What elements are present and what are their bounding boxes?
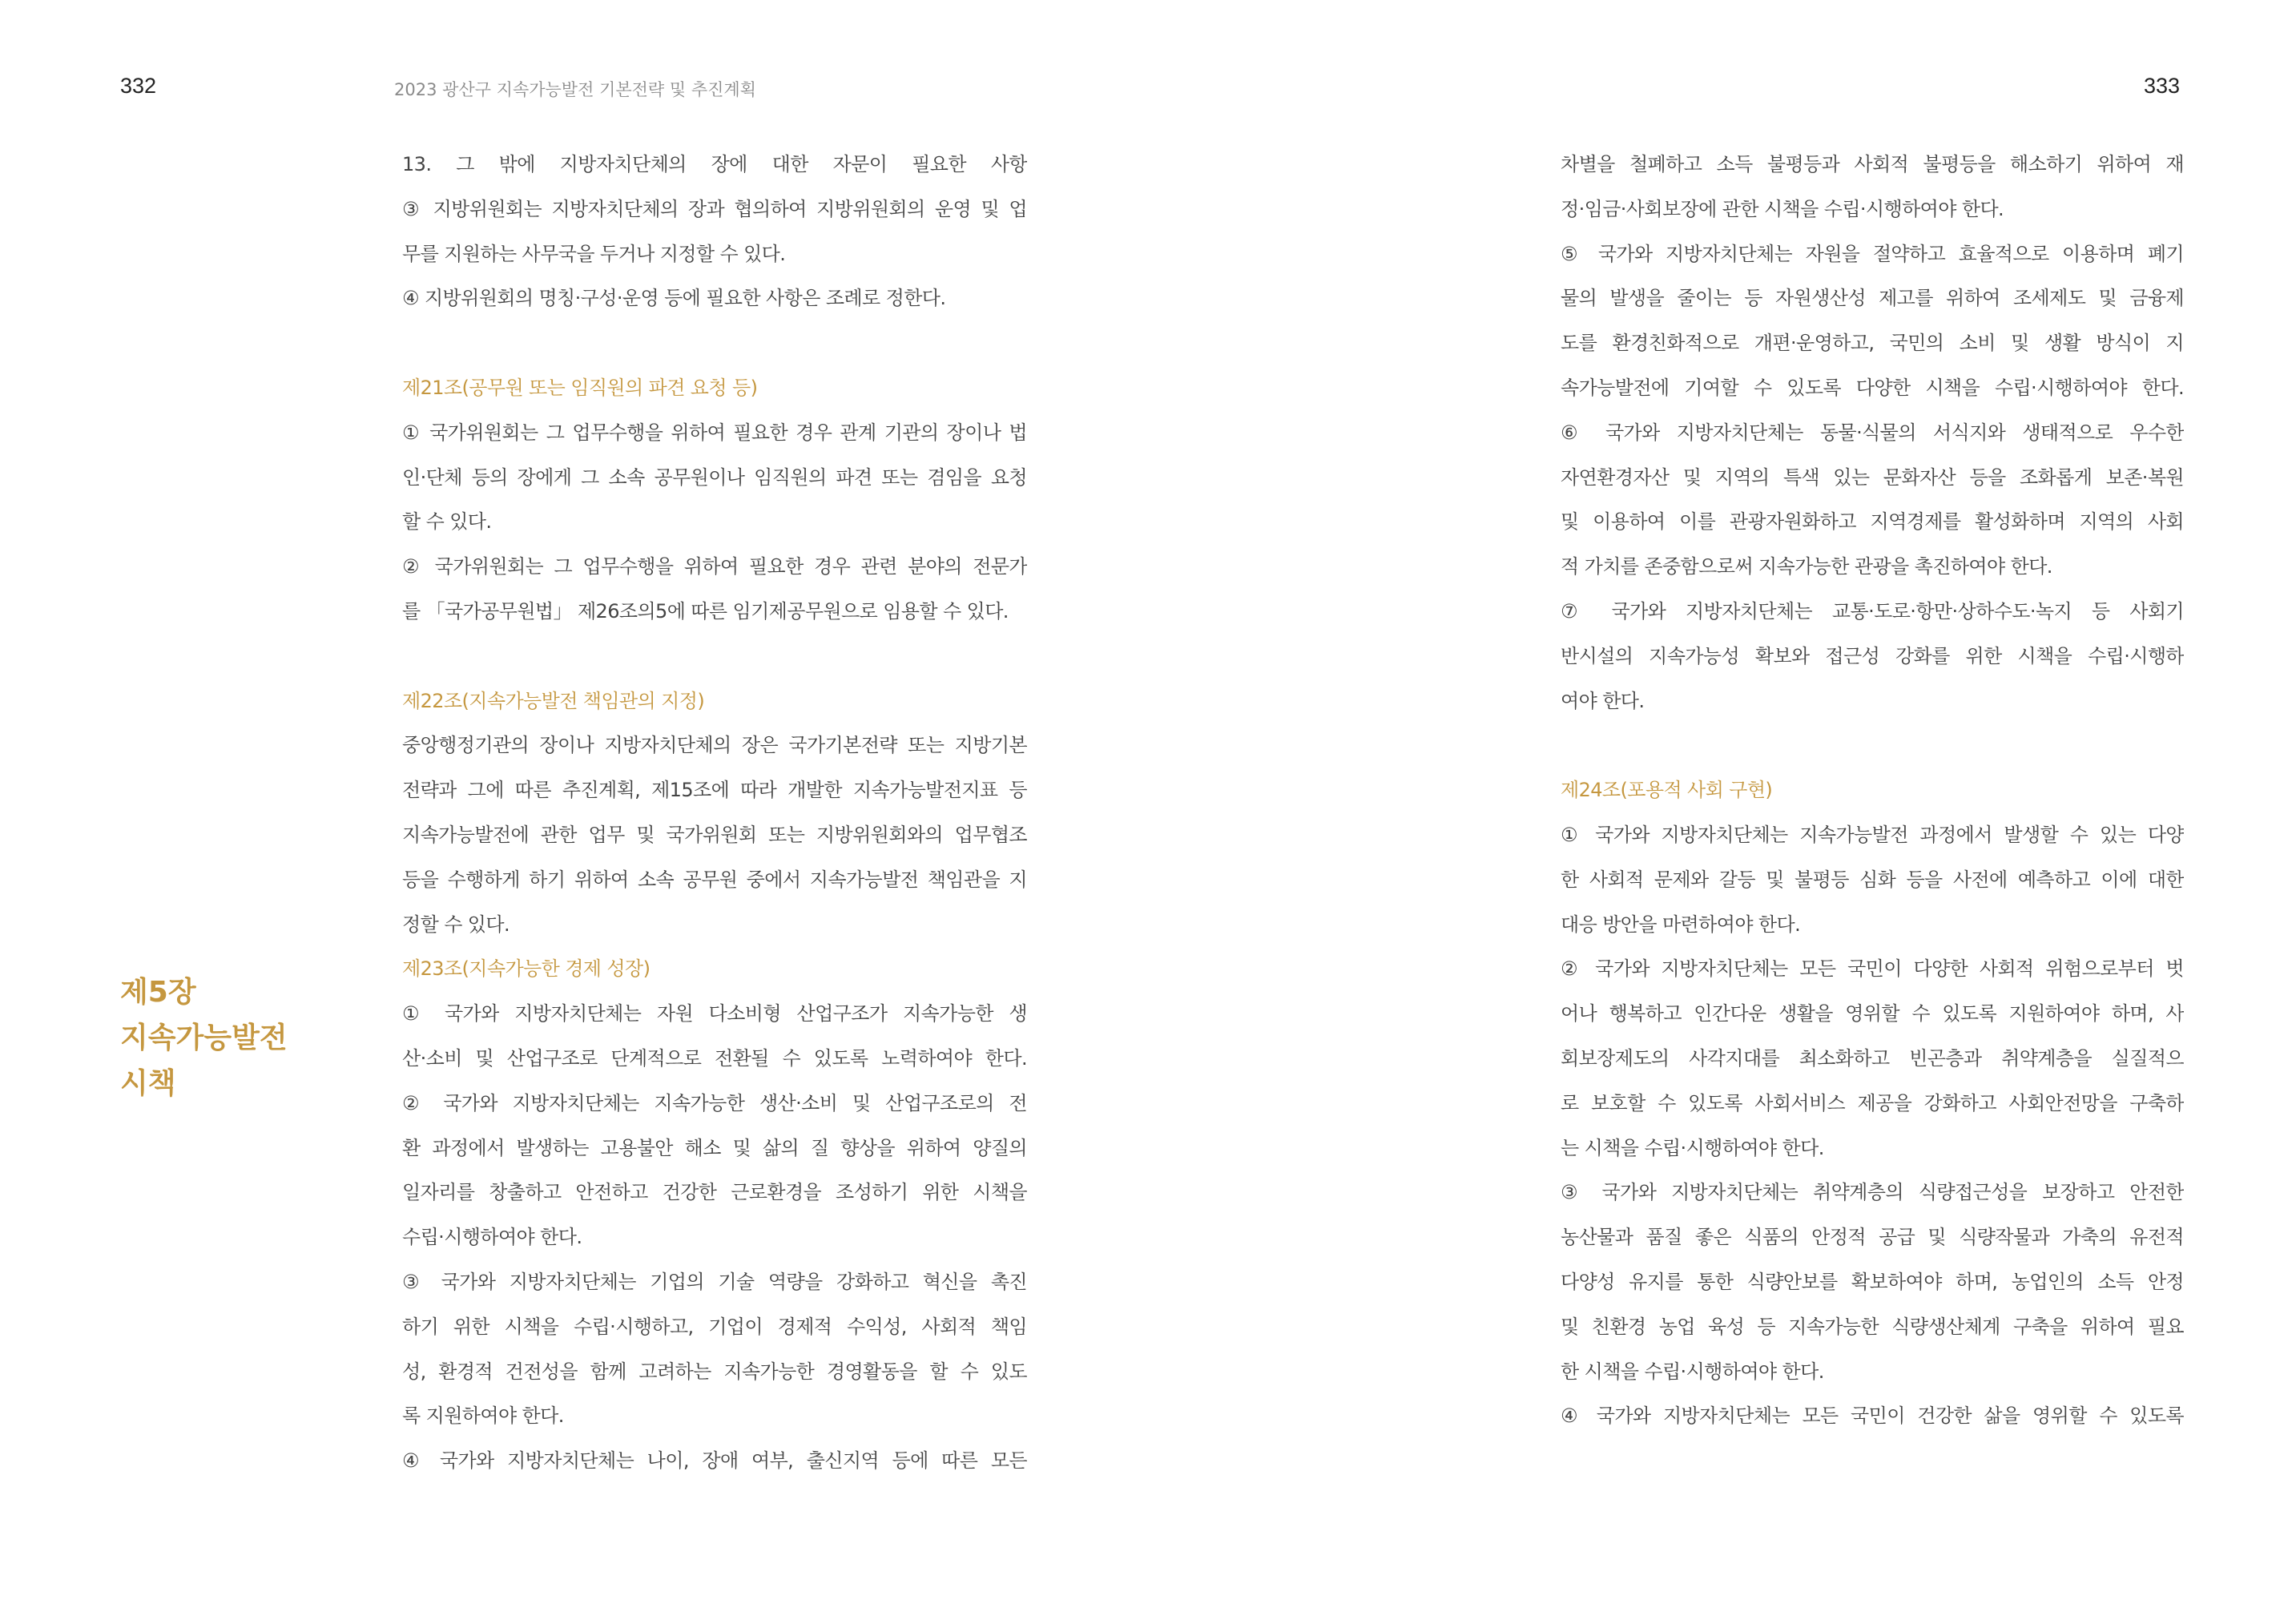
text-line: ② 국가위원회는 그 업무수행을 위하여 필요한 경우 관련 분야의 전문가 — [402, 555, 1027, 578]
text-line: 무를 지원하는 사무국을 두거나 지정할 수 있다. — [402, 242, 786, 265]
right-page-number: 333 — [2144, 74, 2181, 98]
text-line: ④ 지방위원회의 명칭·구성·운영 등에 필요한 사항은 조례로 정한다. — [402, 287, 946, 310]
text-line: ① 국가와 지방자치단체는 자원 다소비형 산업구조가 지속가능한 생 — [402, 1002, 1027, 1026]
text-line: 를 「국가공무원법」 제26조의5에 따른 임기제공무원으로 임용할 수 있다. — [402, 599, 1009, 623]
text-line: 성, 환경적 건전성을 함께 고려하는 지속가능한 경영활동을 할 수 있도 — [402, 1360, 1027, 1383]
article-23-heading: 제23조(지속가능한 경제 성장) — [402, 957, 651, 981]
right-page-column — [1561, 143, 2184, 1439]
text-line: 한 사회적 문제와 갈등 및 불평등 심화 등을 사전에 예측하고 이에 대한 — [1561, 868, 2184, 891]
text-line: 인·단체 등의 장에게 그 소속 공무원이나 임직원의 파견 또는 겸임을 요청 — [402, 465, 1027, 489]
text-line: 물의 발생을 줄이는 등 자원생산성 제고를 위하여 조세제도 및 금융제 — [1561, 287, 2184, 310]
text-line: 대응 방안을 마련하여야 한다. — [1561, 913, 1801, 936]
text-line: 중앙행정기관의 장이나 지방자치단체의 장은 국가기본전략 또는 지방기본 — [402, 734, 1027, 757]
text-line: 지속가능발전에 관한 업무 및 국가위원회 또는 지방위원회와의 업무협조 — [402, 823, 1027, 846]
text-line: ⑦ 국가와 지방자치단체는 교통·도로·항만·상하수도·녹지 등 사회기 — [1561, 599, 2184, 623]
text-line: 13. 그 밖에 지방자치단체의 장에 대한 자문이 필요한 사항 — [402, 153, 1027, 175]
chapter-title-line: 지속가능발전 — [120, 1022, 288, 1054]
text-line: 록 지원하여야 한다. — [402, 1404, 564, 1428]
text-line: 반시설의 지속가능성 확보와 접근성 강화를 위한 시책을 수립·시행하 — [1561, 644, 2184, 667]
text-line: 및 이용하여 이를 관광자원화하고 지역경제를 활성화하며 지역의 사회 — [1561, 510, 2184, 534]
text-line: 및 친환경 농업 육성 등 지속가능한 식량생산체계 구축을 위하여 필요 — [1561, 1315, 2184, 1338]
text-line: 환 과정에서 발생하는 고용불안 해소 및 삶의 질 향상을 위하여 양질의 — [402, 1136, 1027, 1159]
text-line: ② 국가와 지방자치단체는 모든 국민이 다양한 사회적 위험으로부터 벗 — [1561, 957, 2184, 981]
spacer — [402, 635, 1027, 679]
text-line: 자연환경자산 및 지역의 특색 있는 문화자산 등을 조화롭게 보존·복원 — [1561, 465, 2184, 489]
text-line: ② 국가와 지방자치단체는 지속가능한 생산·소비 및 산업구조로의 전 — [402, 1091, 1027, 1114]
article-22-heading: 제22조(지속가능발전 책임관의 지정) — [402, 689, 705, 712]
text-line: ⑥ 국가와 지방자치단체는 동물·식물의 서식지와 생태적으로 우수한 — [1561, 421, 2184, 444]
text-line: 는 시책을 수립·시행하여야 한다. — [1561, 1136, 1824, 1159]
text-line: 로 보호할 수 있도록 사회서비스 제공을 강화하고 사회안전망을 구축하 — [1561, 1091, 2184, 1114]
text-line: ④ 국가와 지방자치단체는 모든 국민이 건강한 삶을 영위할 수 있도록 — [1561, 1404, 2184, 1428]
text-line: 정·임금·사회보장에 관한 시책을 수립·시행하여야 한다. — [1561, 197, 2004, 220]
text-line: 적 가치를 존중함으로써 지속가능한 관광을 촉진하여야 한다. — [1561, 555, 2052, 578]
text-line: 하기 위한 시책을 수립·시행하고, 기업이 경제적 수익성, 사회적 책임 — [402, 1315, 1027, 1338]
text-line: ① 국가위원회는 그 업무수행을 위하여 필요한 경우 관계 기관의 장이나 법 — [402, 421, 1027, 444]
text-line: 다양성 유지를 통한 식량안보를 확보하여야 하며, 농업인의 소득 안정 — [1561, 1270, 2184, 1293]
left-page-number: 332 — [120, 74, 157, 98]
text-line: ④ 국가와 지방자치단체는 나이, 장애 여부, 출신지역 등에 따른 모든 — [402, 1449, 1027, 1473]
article-24-heading: 제24조(포용적 사회 구현) — [1561, 779, 1773, 802]
chapter-number: 제5장 — [120, 976, 196, 1009]
text-line: 어나 행복하고 인간다운 생활을 영위할 수 있도록 지원하여야 하며, 사 — [1561, 1002, 2184, 1026]
text-line: 농산물과 품질 좋은 식품의 안정적 공급 및 식량작물과 가축의 유전적 — [1561, 1226, 2184, 1249]
text-line: 한 시책을 수립·시행하여야 한다. — [1561, 1360, 1824, 1383]
text-line: 회보장제도의 사각지대를 최소화하고 빈곤층과 취약계층을 실질적으 — [1561, 1046, 2184, 1070]
text-line: 수립·시행하여야 한다. — [402, 1226, 582, 1249]
text-line: 할 수 있다. — [402, 510, 492, 534]
text-line: 등을 수행하게 하기 위하여 소속 공무원 중에서 지속가능발전 책임관을 지 — [402, 868, 1027, 891]
text-line: 속가능발전에 기여할 수 있도록 다양한 시책을 수립·시행하여야 한다. — [1561, 376, 2184, 399]
text-line: 전략과 그에 따른 추진계획, 제15조에 따라 개발한 지속가능발전지표 등 — [402, 779, 1027, 802]
text-line: 정할 수 있다. — [402, 913, 510, 936]
spacer — [1561, 723, 2184, 768]
article-21-heading: 제21조(공무원 또는 임직원의 파견 요청 등) — [402, 376, 758, 399]
text-line: ⑤ 국가와 지방자치단체는 자원을 절약하고 효율적으로 이용하며 폐기 — [1561, 242, 2184, 265]
text-line: ① 국가와 지방자치단체는 지속가능발전 과정에서 발생할 수 있는 다양 — [1561, 823, 2184, 846]
text-line: ③ 국가와 지방자치단체는 취약계층의 식량접근성을 보장하고 안전한 — [1561, 1181, 2184, 1204]
text-line: 여야 한다. — [1561, 689, 1645, 712]
text-line: 산·소비 및 산업구조로 단계적으로 전환될 수 있도록 노력하여야 한다. — [402, 1046, 1027, 1070]
left-page-column — [402, 143, 1027, 1484]
text-line: 도를 환경친화적으로 개편·운영하고, 국민의 소비 및 생활 방식이 지 — [1561, 332, 2184, 355]
text-line: ③ 국가와 지방자치단체는 기업의 기술 역량을 강화하고 혁신을 촉진 — [402, 1270, 1027, 1293]
running-title: 2023 광산구 지속가능발전 기본전략 및 추진계획 — [394, 80, 756, 99]
chapter-title-line: 시책 — [120, 1067, 176, 1100]
text-line: 차별을 철폐하고 소득 불평등과 사회적 불평등을 해소하기 위하여 재 — [1561, 153, 2184, 175]
text-line: 일자리를 창출하고 안전하고 건강한 근로환경을 조성하기 위한 시책을 — [402, 1181, 1027, 1204]
chapter-title — [120, 969, 288, 1106]
text-line: ③ 지방위원회는 지방자치단체의 장과 협의하여 지방위원회의 운영 및 업 — [402, 197, 1027, 220]
spacer — [402, 321, 1027, 366]
